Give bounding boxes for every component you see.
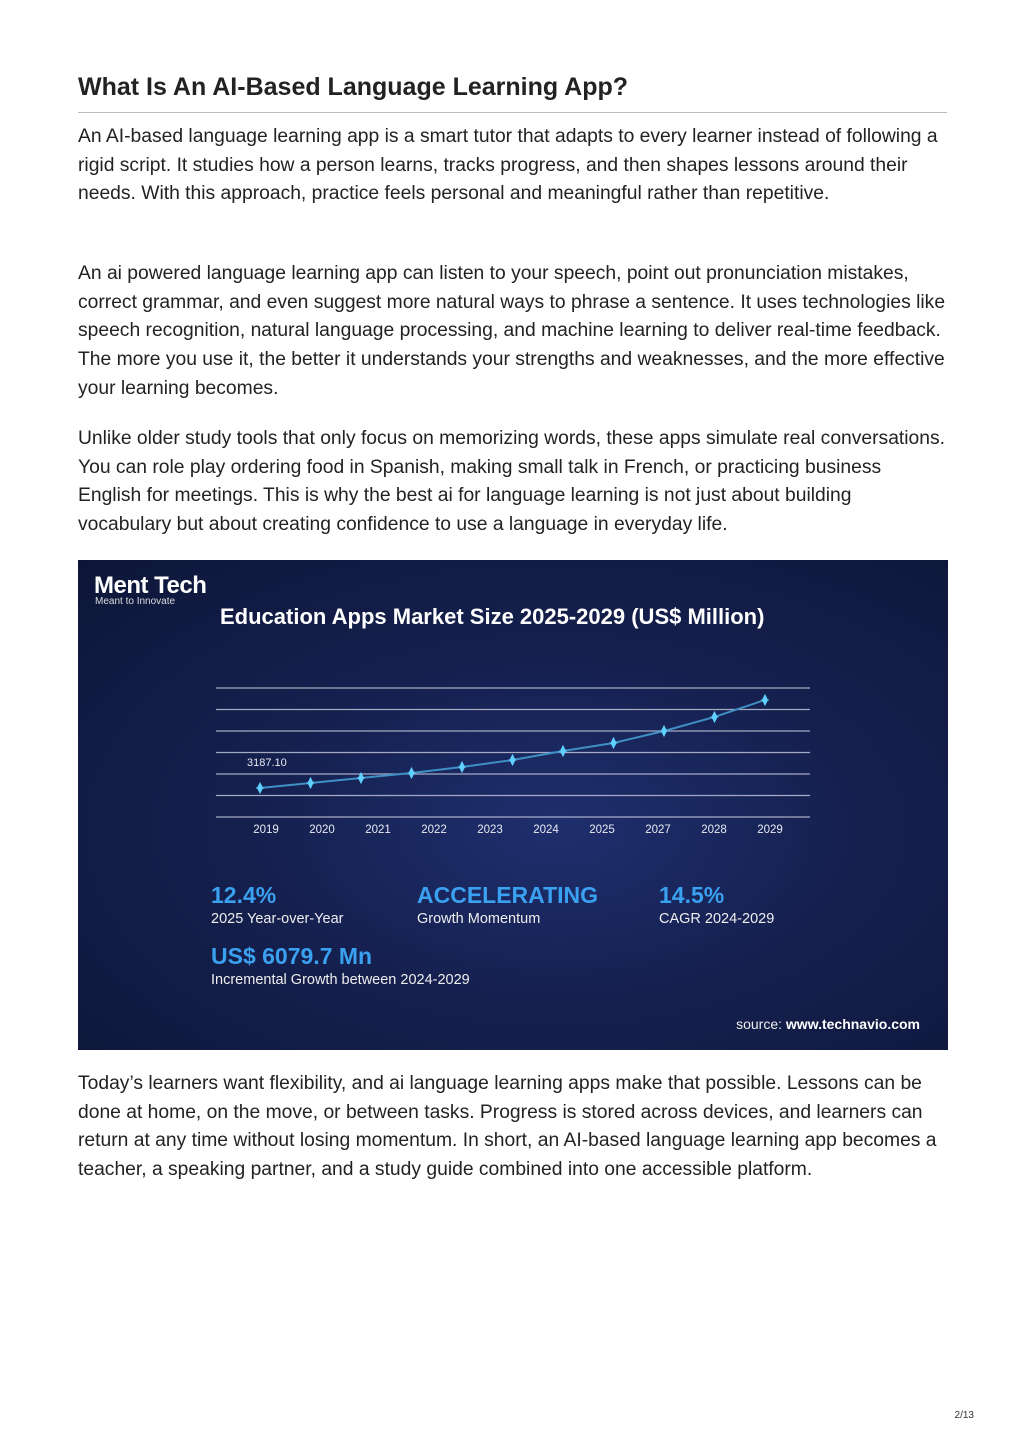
stat-incremental-value: US$ 6079.7 Mn xyxy=(211,943,373,969)
stat-cagr-label: CAGR 2024-2029 xyxy=(659,911,775,927)
x-tick-label: 2021 xyxy=(365,824,391,836)
series-line xyxy=(260,700,765,788)
paragraph-4: Today’s learners want flexibility, and ai language learning apps make that possible. Lessons can be done at home, on the move, or between tasks. Progress is stored across devices, and learners can return at any time without losing momentum. In short, an AI-based language learning app becomes a teacher, a speaking partner, and a study guide combined into one accessible platform. xyxy=(78,1073,937,1181)
paragraph-1: An AI-based language learning app is a smart tutor that adapts to every learner instead of following a rigid script. It studies how a person learns, tracks progress, and then shapes lessons around their needs. With this approach, practice feels personal and meaningful rather than repetitive. xyxy=(78,126,938,205)
market-size-chart xyxy=(78,560,948,1050)
data-point xyxy=(610,738,618,748)
source-site: www.technavio.com xyxy=(785,1016,920,1032)
logo-tagline: Meant to Innovate xyxy=(95,596,176,607)
section-heading: What Is An AI-Based Language Learning App? xyxy=(78,73,629,101)
heading-divider xyxy=(78,112,947,113)
stat-momentum-label: Growth Momentum xyxy=(417,911,541,927)
data-point xyxy=(307,778,315,788)
stat-cagr-value: 14.5% xyxy=(659,882,725,908)
source-credit xyxy=(736,1016,920,1032)
data-point xyxy=(660,726,668,736)
data-point xyxy=(509,755,517,765)
x-tick-label: 2023 xyxy=(477,824,503,836)
x-tick-label: 2022 xyxy=(421,824,447,836)
data-label: 3187.10 xyxy=(247,757,287,769)
paragraph-2: An ai powered language learning app can listen to your speech, point out pronunciation mistakes, correct grammar, and even suggest more natural ways to phrase a sentence. It uses technologies like speech recognition, natural language processing, and machine learning to deliver real-time feedback. The more you use it, the better it understands your strengths and weaknesses, and the more effective your learning becomes. xyxy=(78,263,946,399)
data-point xyxy=(711,712,719,722)
x-tick-label: 2025 xyxy=(589,824,615,836)
x-tick-label: 2020 xyxy=(309,824,335,836)
x-tick-label: 2019 xyxy=(253,824,279,836)
x-tick-label: 2024 xyxy=(533,824,559,836)
x-tick-label: 2028 xyxy=(701,824,727,836)
data-point xyxy=(408,768,416,778)
page-number: 2/13 xyxy=(954,1410,974,1421)
stat-incremental-label: Incremental Growth between 2024-2029 xyxy=(211,972,470,988)
market-size-infographic xyxy=(78,560,948,1050)
paragraph-3: Unlike older study tools that only focus on memorizing words, these apps simulate real conversations. You can role play ordering food in Spanish, making small talk in French, or practicing business English for meetings. This is why the best ai for language learning is not just about building vocabulary but about creating confidence to use a language in everyday life. xyxy=(78,428,946,536)
source-prefix: source: xyxy=(736,1016,783,1032)
stat-momentum-value: ACCELERATING xyxy=(417,882,599,908)
data-point xyxy=(761,695,769,705)
stat-yoy-label: 2025 Year-over-Year xyxy=(211,911,344,927)
x-tick-label: 2029 xyxy=(757,824,783,836)
data-point xyxy=(256,783,264,793)
x-tick-label: 2027 xyxy=(645,824,671,836)
ment-tech-logo: Ment Tech xyxy=(94,572,207,599)
data-point xyxy=(458,762,466,772)
stat-yoy-value: 12.4% xyxy=(211,882,277,908)
chart-title: Education Apps Market Size 2025-2029 (US$ Million) xyxy=(220,604,765,629)
data-point xyxy=(559,746,567,756)
